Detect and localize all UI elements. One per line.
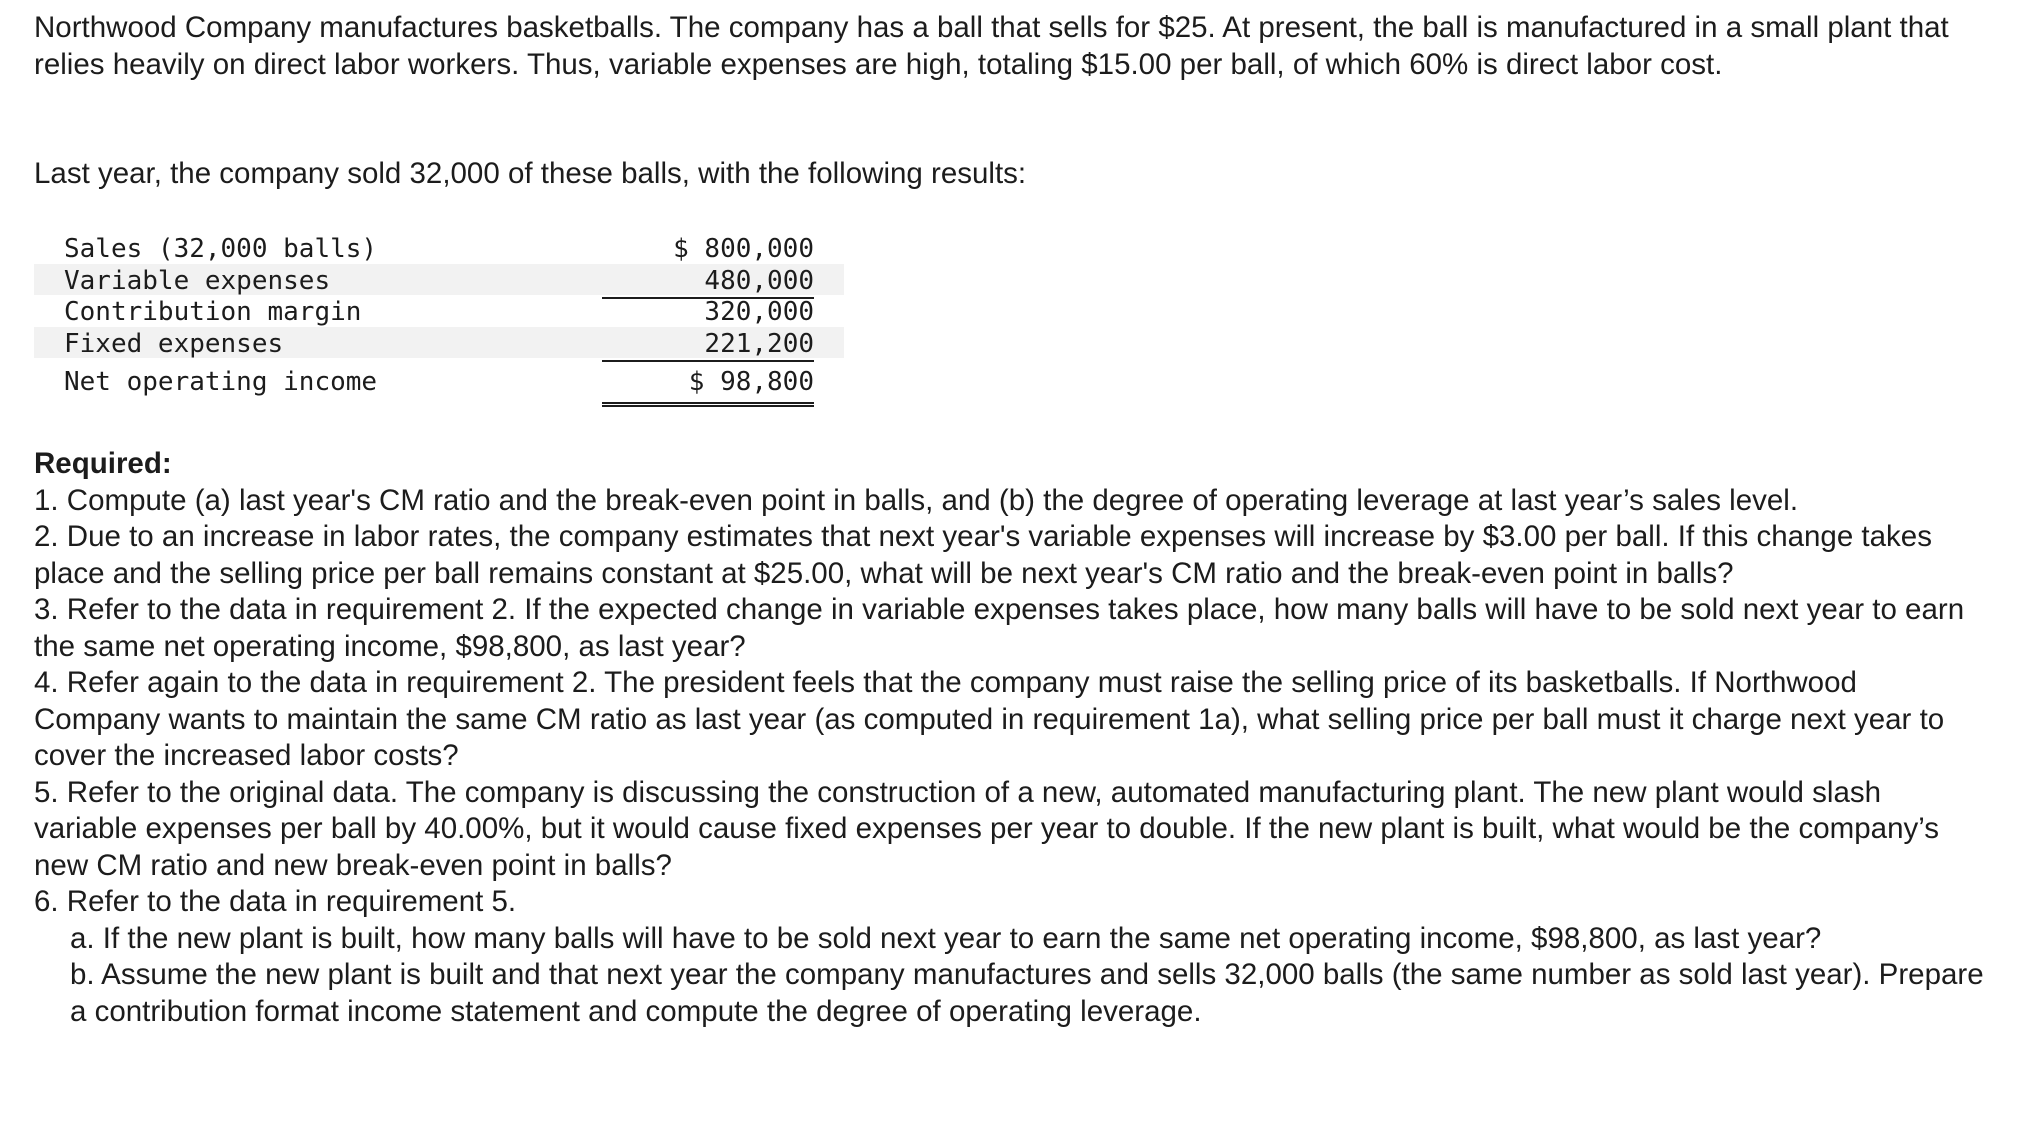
statement-row-contribution-margin	[34, 295, 844, 327]
statement-row-net-operating-income	[34, 358, 844, 406]
requirement-5: 5. Refer to the original data. The company is discussing the construction of a new, automated manufacturing plant. The new plant would slash variable expenses per ball by 40.00%, but it would cause fixed expenses per year to double. If the new plant is built, what would be the company’s new CM ratio and new break-even point in balls?	[34, 775, 1939, 882]
statement-value: $ 800,000	[673, 234, 814, 264]
statement-value: $ 98,800	[602, 367, 814, 407]
required-section	[34, 446, 1984, 1030]
statement-value: 221,200	[602, 329, 814, 362]
statement-row-variable-expenses	[34, 264, 844, 296]
requirement-3: 3. Refer to the data in requirement 2. If the expected change in variable expenses takes place, how many balls will have to be sold next year to earn the same net operating income, $98,800, as last year?	[34, 593, 1965, 663]
statement-label: Contribution margin	[64, 297, 362, 327]
requirement-6: 6. Refer to the data in requirement 5.	[34, 885, 517, 918]
required-heading: Required:	[34, 447, 172, 480]
requirement-2: 2. Due to an increase in labor rates, the company estimates that next year's variable expenses will increase by $3.00 per ball. If this change takes place and the selling price per ball remains constant at $25.00, what will be next year's CM ratio and the break-even point in balls?	[34, 520, 1932, 590]
statement-label: Variable expenses	[64, 265, 331, 296]
statement-label: Fixed expenses	[64, 328, 284, 359]
statement-row-fixed-expenses	[34, 327, 844, 359]
statement-label: Sales (32,000 balls)	[64, 234, 378, 264]
requirement-1: 1. Compute (a) last year's CM ratio and the break-even point in balls, and (b) the degree of operating leverage at last year’s sales level.	[34, 483, 1799, 517]
statement-row-sales	[34, 232, 844, 264]
statement-value: 480,000	[602, 266, 814, 299]
statement-value: 320,000	[704, 297, 814, 327]
requirement-6b: b. Assume the new plant is built and that next year the company manufactures and sells 32,000 balls (the same number as sold last year). Prepare a contribution format income statement and compute the degree of operating leverage.	[70, 958, 1984, 1028]
intro-paragraph: Northwood Company manufactures basketballs. The company has a ball that sells for $25. At present, the ball is manufactured in a small plant that relies heavily on direct labor workers. Thus, variable expenses are high, totaling $15.00 per ball, of which 60% is direct labor cost.	[34, 11, 1949, 81]
income-statement	[34, 232, 844, 406]
requirement-6a: a. If the new plant is built, how many balls will have to be sold next year to earn the same net operating income, $98,800, as last year?	[70, 921, 1822, 955]
results-lead-paragraph: Last year, the company sold 32,000 of these balls, with the following results:	[34, 157, 1027, 190]
requirement-4: 4. Refer again to the data in requirement 2. The president feels that the company must raise the selling price of its basketballs. If Northwood Company wants to maintain the same CM ratio as last year (as computed in requirement 1a), what selling price per ball must it charge next year to cover the increased labor costs?	[34, 666, 1945, 772]
statement-label: Net operating income	[64, 367, 378, 397]
